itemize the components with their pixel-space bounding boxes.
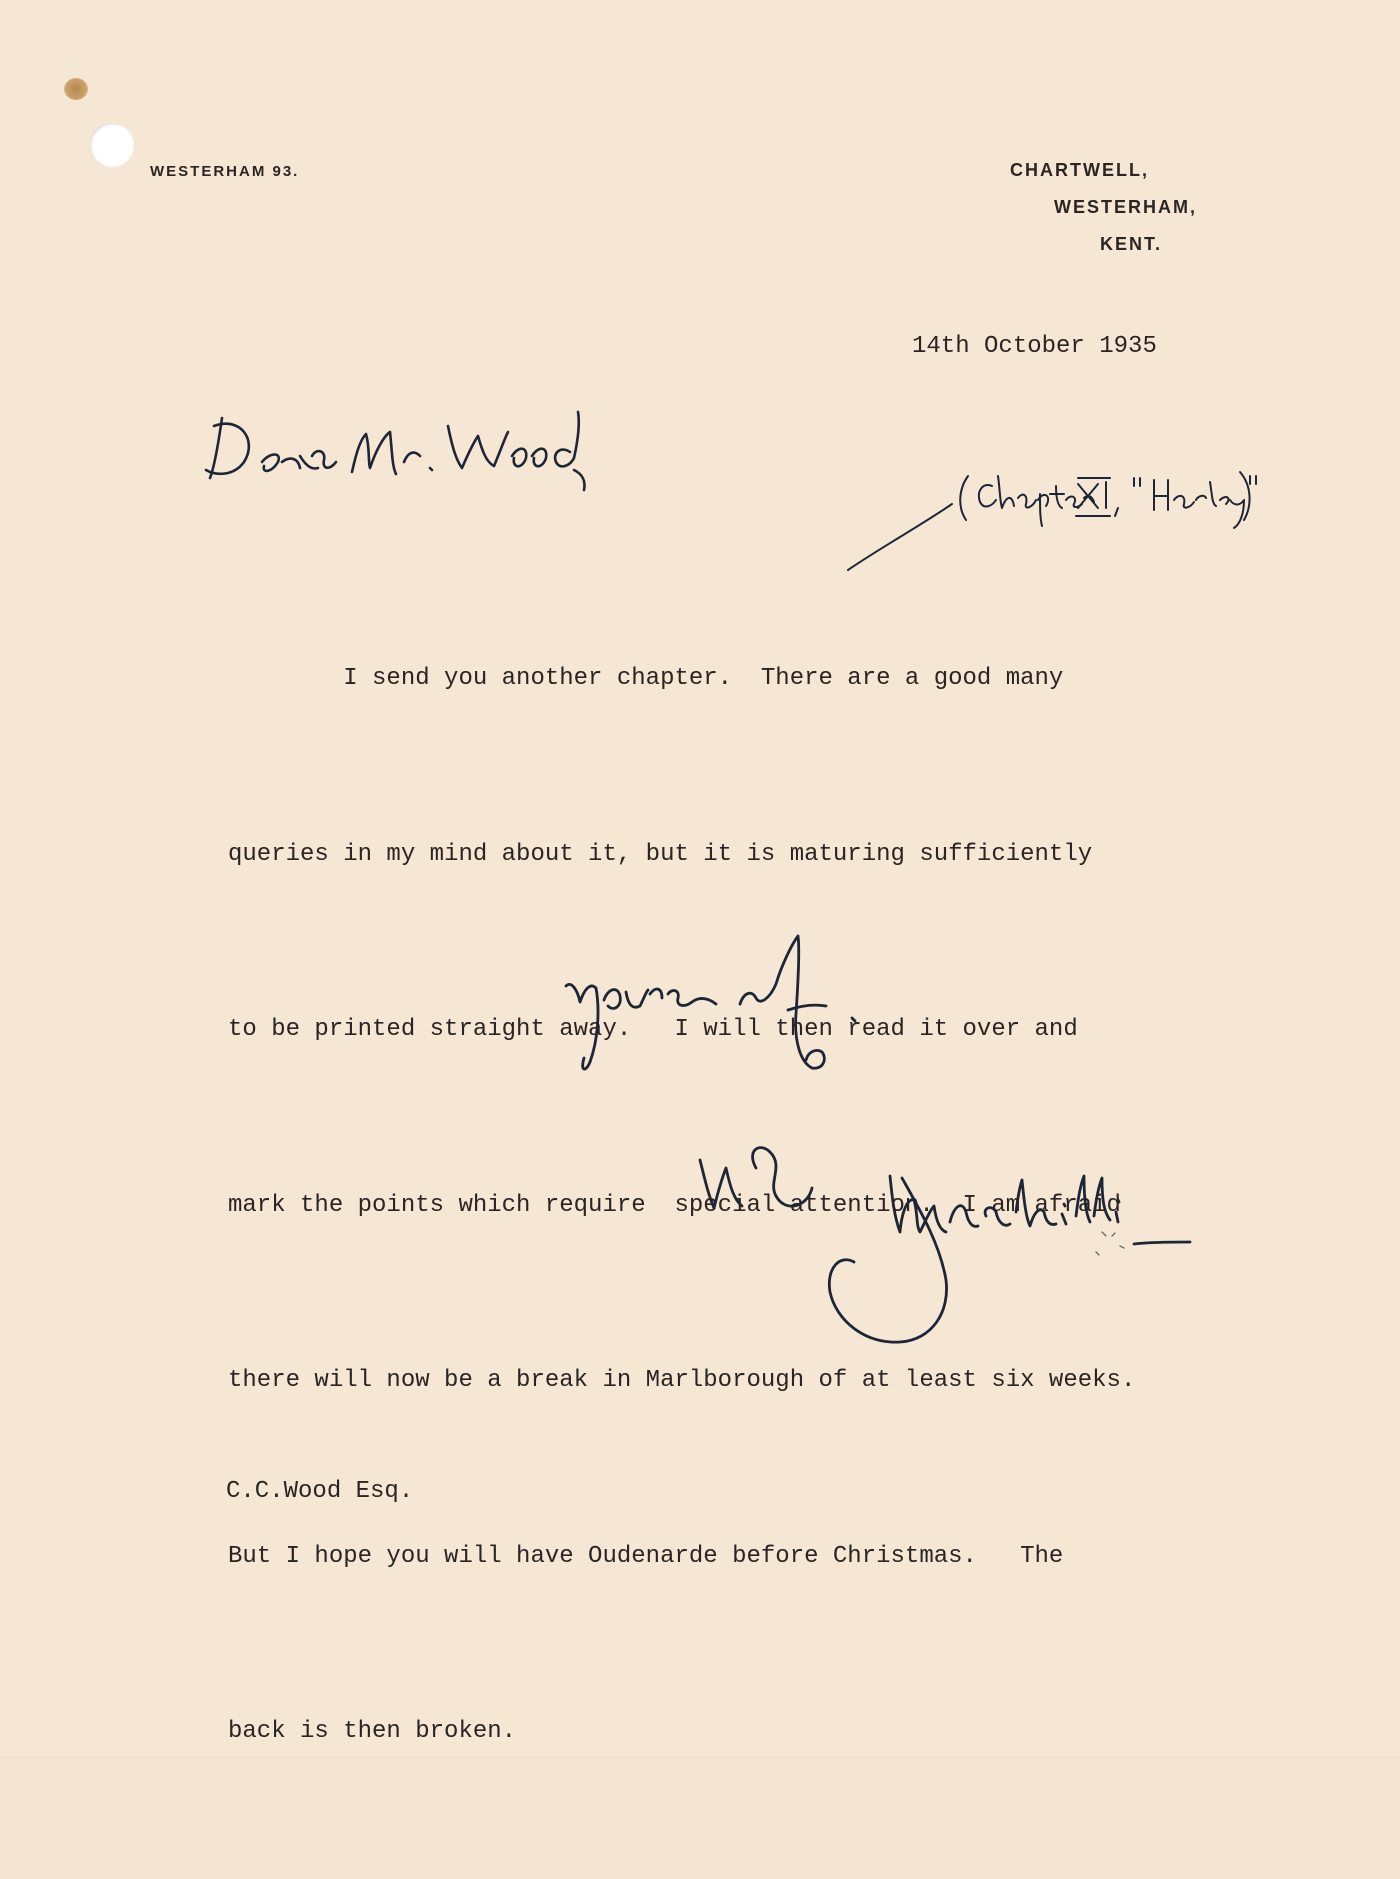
letterhead-telephone: WESTERHAM 93. bbox=[150, 163, 300, 180]
body-line: queries in my mind about it, but it is maturing sufficiently bbox=[228, 840, 1093, 868]
address-line: KENT. bbox=[1100, 234, 1163, 254]
body-line: back is then broken. bbox=[228, 1718, 517, 1745]
address-line: CHARTWELL, bbox=[1010, 160, 1149, 180]
body-line: to be printed straight away. I will then read it over and bbox=[228, 1016, 1078, 1043]
body-line: I send you another chapter. There are a good many bbox=[228, 665, 1064, 692]
letter-date: 14th October 1935 bbox=[912, 333, 1157, 360]
body-line: mark the points which require special attention. I am afraid bbox=[228, 1191, 1121, 1219]
addressee: C.C.Wood Esq. bbox=[226, 1478, 414, 1505]
body-line: But I hope you will have Oudenarde before Christmas. The bbox=[228, 1542, 1064, 1570]
body-line: there will now be a break in Marlborough of at least six weeks. bbox=[228, 1367, 1136, 1394]
address-line: WESTERHAM, bbox=[1054, 197, 1197, 217]
